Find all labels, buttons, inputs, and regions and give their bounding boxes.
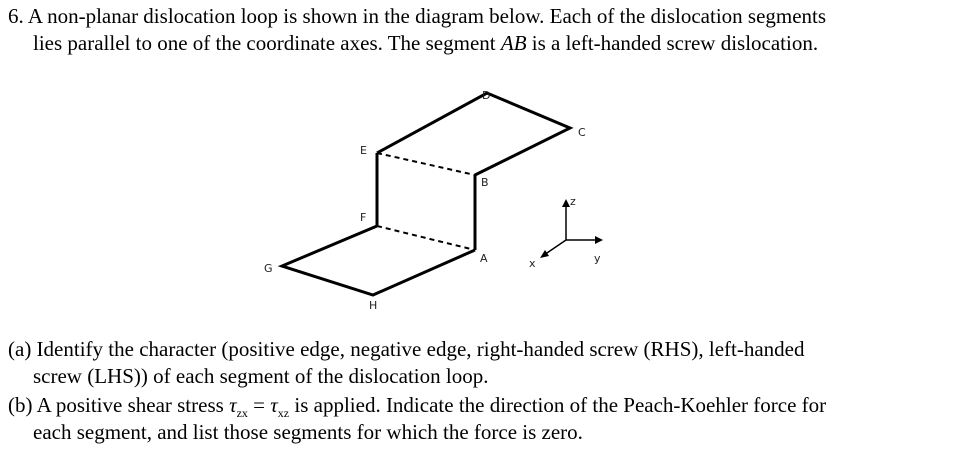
upper-loop-solid (377, 93, 570, 175)
question-part-b (8, 392, 958, 446)
point-label-A: A (480, 252, 488, 265)
point-label-G: G (264, 262, 273, 275)
part-b-pre: (b) A positive shear stress (8, 393, 230, 417)
axis-label-x: x (529, 257, 536, 270)
axis-label-y: y (594, 252, 601, 265)
point-label-B: B (481, 176, 489, 189)
point-label-C: C (578, 126, 586, 139)
tau-subscript-zx: zx (236, 406, 248, 421)
part-b-line-1 (8, 393, 827, 421)
intro-text-a: lies parallel to one of the coordinate axes. The segment (33, 31, 501, 55)
segment-EB-dashed (377, 153, 475, 175)
segment-FA-dashed (377, 226, 475, 250)
intro-line-1: 6. A non-planar dislocation loop is shown in the diagram below. Each of the dislocation segments (8, 4, 827, 28)
y-arrowhead (595, 236, 603, 244)
z-arrowhead (562, 199, 570, 207)
part-b-line-2: each segment, and list those segments for which the force is zero. (33, 420, 583, 444)
equals-sign: = (247, 393, 271, 417)
tau-symbol-1: τ (229, 393, 237, 417)
point-label-F: F (360, 211, 367, 224)
tau-subscript-xz: xz (277, 406, 290, 421)
point-label-E: E (360, 144, 367, 157)
axis-label-z: z (570, 195, 576, 208)
intro-text-b: is a left-handed screw dislocation. (526, 31, 819, 55)
part-b-post: is applied. Indicate the direction of the Peach-Koehler force for (289, 393, 827, 417)
tau-symbol-2: τ (270, 393, 278, 417)
coordinate-axes (529, 195, 603, 270)
point-label-H: H (369, 299, 378, 312)
question-part-a (8, 336, 953, 390)
segment-ab-italic: AB (500, 31, 527, 55)
x-axis (544, 240, 566, 255)
point-label-D: D (482, 89, 491, 102)
part-a-line-2: screw (LHS)) of each segment of the dislocation loop. (33, 364, 489, 388)
part-a-line-1: (a) Identify the character (positive edge, negative edge, right-handed screw (RHS), left-handed (8, 337, 805, 361)
x-arrowhead (540, 250, 549, 258)
lower-loop-solid (282, 226, 475, 295)
